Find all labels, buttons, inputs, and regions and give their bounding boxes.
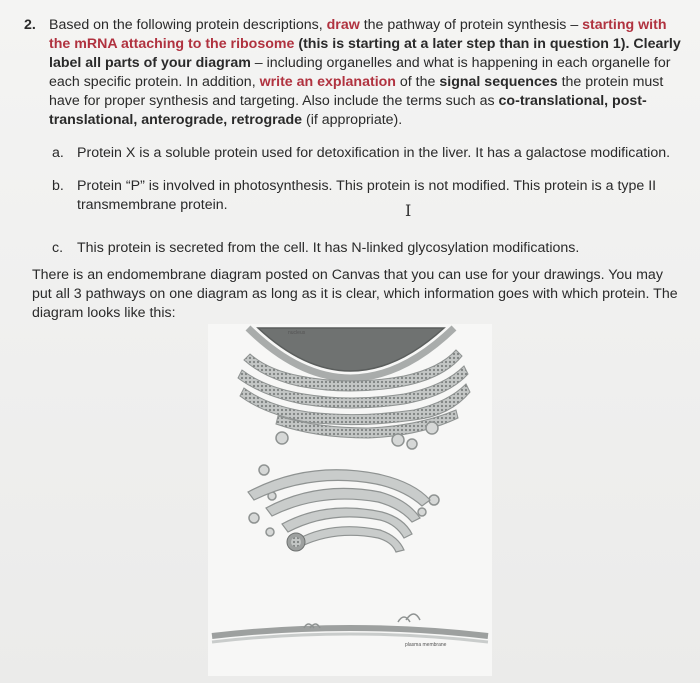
prompt-part: starting with the mRNA attaching to the ribosome (49, 17, 667, 52)
diagram-instructions: There is an endomembrane diagram posted on Canvas that you can use for your drawings. You may put all 3 pathways on one diagram as long as it is clear, which information goes with which protein. The diagram looks like this: (32, 267, 678, 321)
nucleus-shape (258, 328, 444, 371)
prompt-part: write an explanation (259, 74, 396, 90)
prompt-part: (this is starting at a later step than in question 1). Clearly label all parts of your diagram (49, 36, 681, 71)
sub-item-text: This protein is secreted from the cell. It has N-linked glycosylation modifications. (77, 240, 580, 256)
sub-item-b (52, 177, 684, 215)
sub-item-c (52, 239, 684, 258)
question-2 (24, 16, 684, 272)
prompt-part: draw (326, 17, 360, 33)
sub-item-text: Protein X is a soluble protein used for detoxification in the liver. It has a galactose modification. (77, 145, 671, 161)
prompt-part: signal sequences (439, 74, 558, 90)
golgi-apparatus (248, 470, 430, 552)
endomembrane-diagram (208, 324, 492, 676)
prompt-part: Based on the following protein descriptions, (49, 17, 327, 33)
sub-item-label: a. (52, 145, 64, 161)
nucleus-caption: nucleus (288, 330, 306, 336)
prompt-part: co-translational, post-translational, anterograde, retrograde (49, 93, 647, 128)
question-prompt (49, 16, 684, 130)
endomembrane-illustration (208, 324, 492, 676)
plasma-membrane-caption: plasma membrane (405, 642, 447, 648)
question-number: 2. (24, 17, 36, 33)
sub-item-label: c. (52, 240, 64, 256)
text-cursor-icon: I (405, 201, 412, 220)
prompt-part: the pathway of protein synthesis – (359, 17, 583, 33)
prompt-part: the protein must have for proper synthesis and targeting. Also include the terms such as (49, 74, 664, 109)
sub-item-text: Protein “P” is involved in photosynthesis. This protein is not modified. This protein is a type II transmembrane protein. (77, 178, 657, 213)
prompt-part: – including organelles and what is happening in each organelle for each specific protein. In addition, (49, 55, 671, 90)
sub-item-a (52, 144, 684, 163)
prompt-part: of the (395, 74, 440, 90)
sub-items-list (52, 144, 684, 258)
sub-item-label: b. (52, 178, 64, 194)
prompt-part: (if appropriate). (302, 112, 403, 128)
